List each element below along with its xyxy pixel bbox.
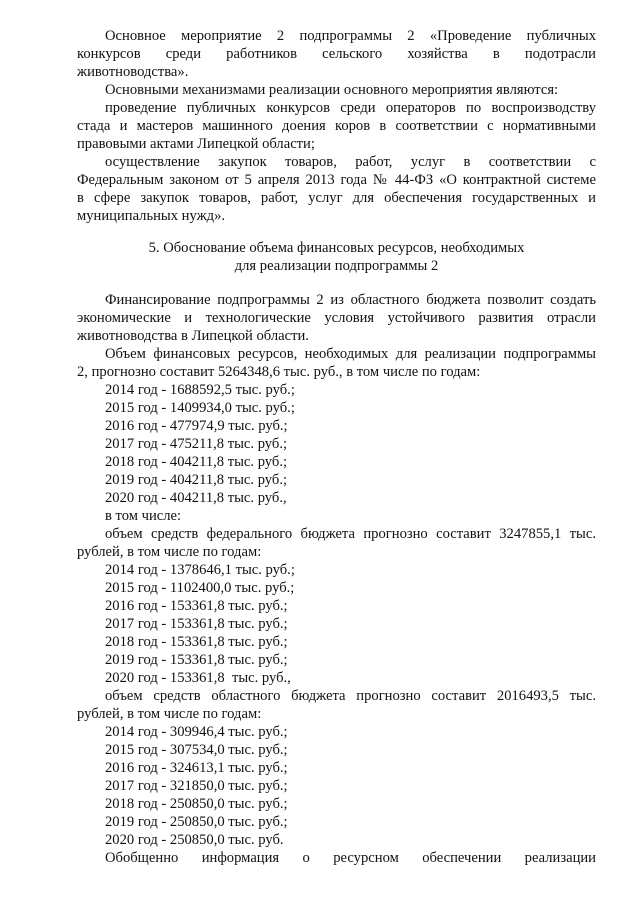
- list-item: 2014 год - 1688592,5 тыс. руб.;: [105, 382, 295, 398]
- text-line: объем средств областного бюджета прогнозно составит 2016493,5 тыс.: [105, 688, 596, 704]
- text-line: животноводства».: [77, 64, 189, 80]
- text-line: 2, прогнозно составит 5264348,6 тыс. руб., в том числе по годам:: [77, 364, 481, 380]
- list-item: 2018 год - 250850,0 тыс. руб.;: [105, 796, 288, 812]
- list-item: 2020 год - 250850,0 тыс. руб.: [105, 832, 284, 848]
- list-item: 2020 год - 153361,8 тыс. руб.,: [105, 670, 291, 686]
- list-item: 2016 год - 153361,8 тыс. руб.;: [105, 598, 288, 614]
- text-line: Основное мероприятие 2 подпрограммы 2 «Проведение публичных: [105, 28, 596, 44]
- text-line: муниципальных нужд».: [77, 208, 226, 224]
- list-item: 2018 год - 404211,8 тыс. руб.;: [105, 454, 288, 470]
- text-line: животноводства в Липецкой области.: [77, 328, 309, 344]
- text-line: осуществление закупок товаров, работ, услуг в соответствии с: [105, 154, 596, 170]
- list-item: 2016 год - 324613,1 тыс. руб.;: [105, 760, 288, 776]
- list-item: 2020 год - 404211,8 тыс. руб.,: [105, 490, 287, 506]
- list-item: 2015 год - 1409934,0 тыс. руб.;: [105, 400, 295, 416]
- text-line: Обобщенно информация о ресурсном обеспечении реализации: [105, 850, 596, 866]
- text-line: проведение публичных конкурсов среди операторов по воспроизводству: [105, 100, 596, 116]
- list-item: 2017 год - 475211,8 тыс. руб.;: [105, 436, 288, 452]
- list-item: 2019 год - 153361,8 тыс. руб.;: [105, 652, 288, 668]
- text-line: объем средств федерального бюджета прогнозно составит 3247855,1 тыс.: [105, 526, 596, 542]
- text-line: стада и мастеров машинного доения коров в соответствии с нормативными: [77, 118, 596, 134]
- text-line: правовыми актами Липецкой области;: [77, 136, 315, 152]
- list-item: 2015 год - 1102400,0 тыс. руб.;: [105, 580, 295, 596]
- text-line: в том числе:: [105, 508, 182, 524]
- text-line: экономические и технологические условия устойчивого развития отрасли: [77, 310, 596, 326]
- list-item: 2017 год - 321850,0 тыс. руб.;: [105, 778, 288, 794]
- list-item: 2014 год - 1378646,1 тыс. руб.;: [105, 562, 295, 578]
- text-line: рублей, в том числе по годам:: [77, 544, 262, 560]
- section-heading: 5. Обоснование объема финансовых ресурсов, необходимых: [148, 240, 525, 256]
- list-item: 2014 год - 309946,4 тыс. руб.;: [105, 724, 288, 740]
- text-line: рублей, в том числе по годам:: [77, 706, 262, 722]
- text-line: Финансирование подпрограммы 2 из областного бюджета позволит создать: [105, 292, 596, 308]
- list-item: 2018 год - 153361,8 тыс. руб.;: [105, 634, 288, 650]
- list-item: 2017 год - 153361,8 тыс. руб.;: [105, 616, 288, 632]
- list-item: 2015 год - 307534,0 тыс. руб.;: [105, 742, 288, 758]
- section-heading: для реализации подпрограммы 2: [234, 258, 439, 274]
- text-line: в сфере закупок товаров, работ, услуг для обеспечения государственных и: [77, 190, 596, 206]
- text-line: конкурсов среди работников сельского хозяйства в подотрасли: [77, 46, 596, 62]
- text-line: Основными механизмами реализации основного мероприятия являются:: [105, 82, 559, 98]
- list-item: 2019 год - 404211,8 тыс. руб.;: [105, 472, 288, 488]
- list-item: 2019 год - 250850,0 тыс. руб.;: [105, 814, 288, 830]
- list-item: 2016 год - 477974,9 тыс. руб.;: [105, 418, 288, 434]
- text-line: Объем финансовых ресурсов, необходимых для реализации подпрограммы: [105, 346, 596, 362]
- text-line: Федеральным законом от 5 апреля 2013 года № 44-ФЗ «О контрактной системе: [77, 172, 596, 188]
